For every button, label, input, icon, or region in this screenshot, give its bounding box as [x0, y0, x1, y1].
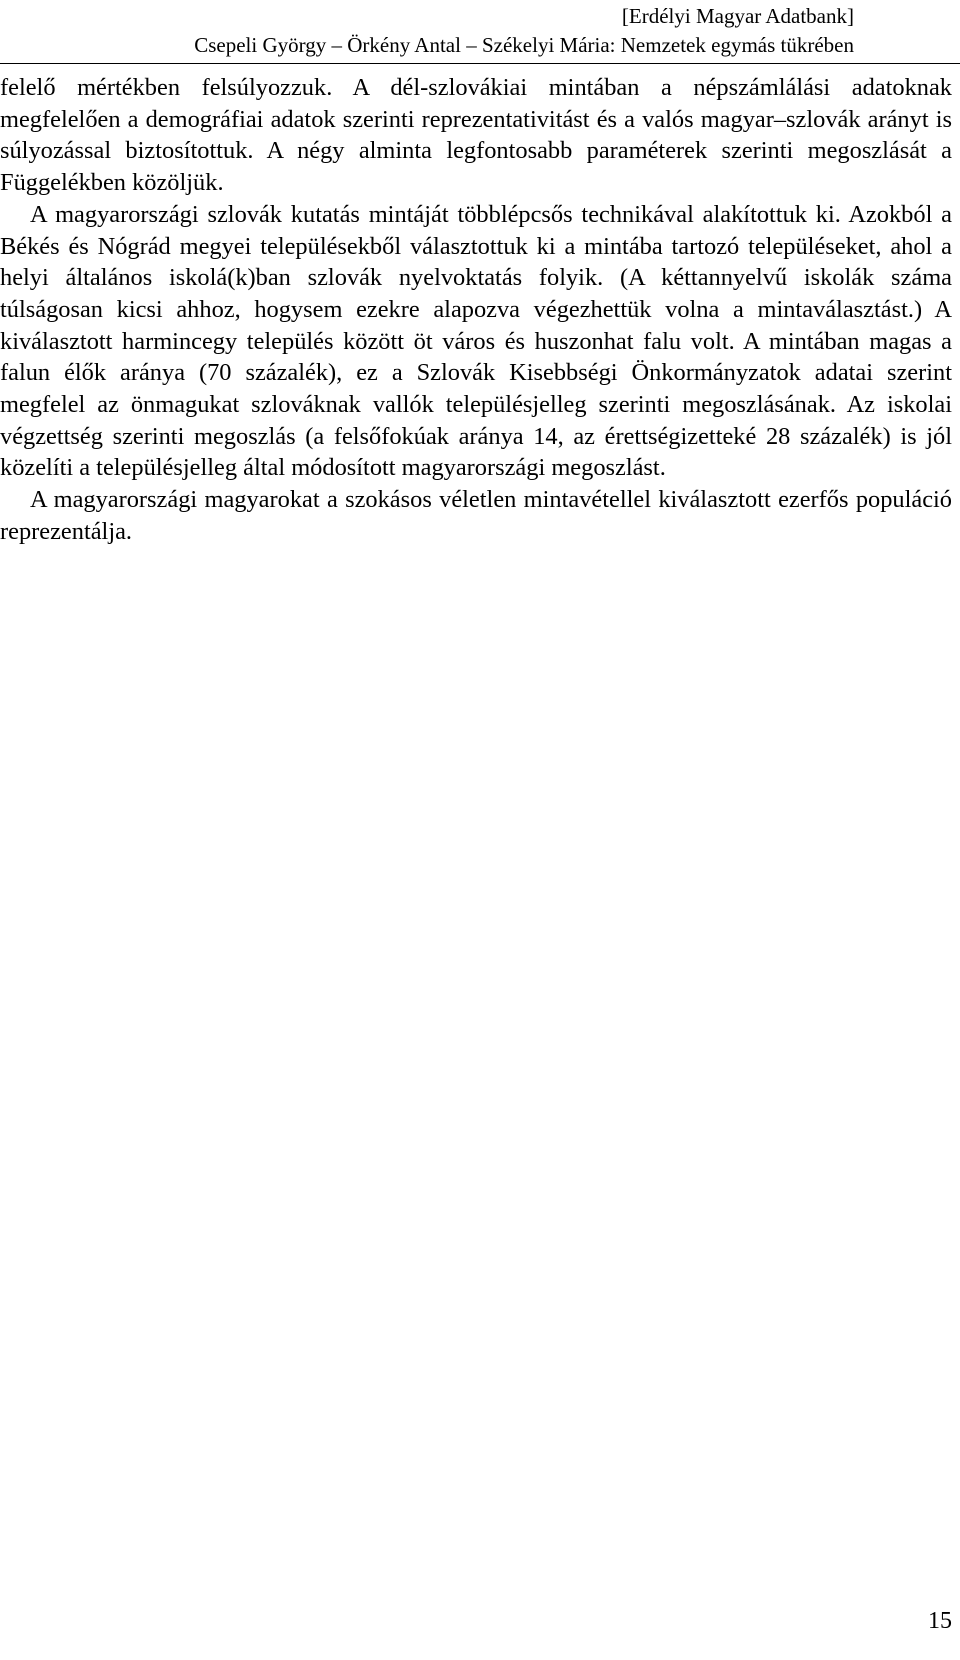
paragraph-2: A magyarországi szlovák kutatás mintáját többlépcsős technikával alakítottuk ki. Azokból a Békés és Nógrád megyei településekből választottuk ki a mintába tartozó településeket, ahol a helyi általános iskolá(k)ban szlovák nyelvoktatás folyik. (A kéttannyelvű iskolák száma túlságosan kicsi ahhoz, hogysem ezekre alapozva végezhettük volna a mintaválasztást.) A kiválasztott harmincegy település között öt város és huszonhat falu volt. A mintában magas a falun élők aránya (70 százalék), ez a Szlovák Kisebbségi Önkormányzatok adatai szerint megfelel az önmagukat szlováknak vallók településjelleg szerinti megoszlásának. Az iskolai végzettség szerinti megoszlás (a felsőfokúak aránya 14, az érettségizetteké 28 százalék) is jól közelíti a településjelleg által módosított magyarországi megoszlást. — [0, 200, 952, 482]
paragraph-3: A magyarországi magyarokat a szokásos véletlen mintavétellel kiválasztott ezerfős populáció reprezentálja. — [0, 486, 952, 545]
page-number: 15 — [928, 1608, 952, 1634]
running-header — [194, 2, 854, 60]
page-body — [0, 72, 952, 548]
paragraph-1: felelő mértékben felsúlyozzuk. A dél-szlovákiai mintában a népszámlálási adatoknak megfelelően a demográfiai adatok szerinti reprezentativitást és a valós magyar–szlovák arányt is súlyozással biztosítottuk. A négy alminta legfontosabb paraméterek szerinti megoszlását a Függelékben közöljük. — [0, 74, 952, 197]
header-divider — [0, 63, 960, 64]
header-citation: Csepeli György – Örkény Antal – Székelyi Mária: Nemzetek egymás tükrében — [194, 33, 854, 57]
header-source: [Erdélyi Magyar Adatbank] — [621, 4, 854, 28]
